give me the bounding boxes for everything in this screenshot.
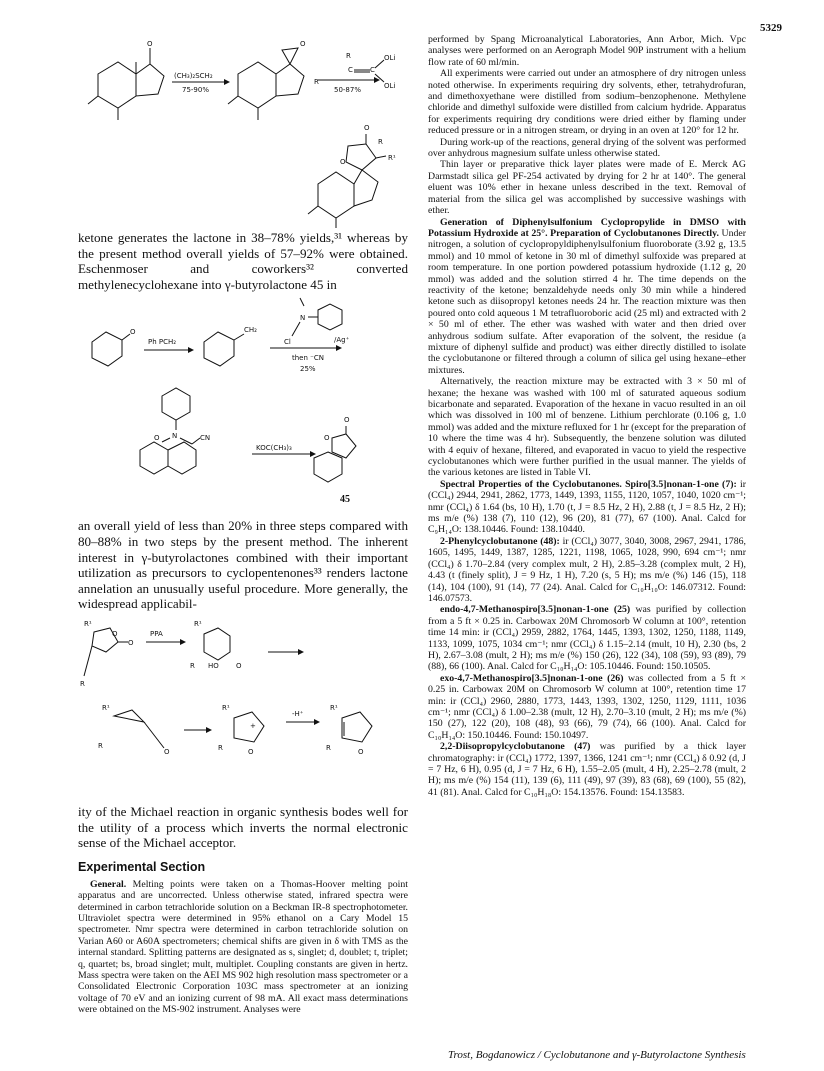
ppa-arrow (146, 630, 186, 645)
paragraph-tlc: Thin layer or preparative thick layer plates were made of E. Merck AG Darmstadt silica gel PF-254 activated by drying for 2 hr at 140°. The general eluent was 10% ether in hexane unless described in the text. Removal of material from the silica gel was accomplished by successive washings with ether. (428, 159, 746, 217)
phenylcyclobutanone-title: 2-Phenylcyclobutanone (48): (440, 535, 560, 547)
arrow1-reagent: (CH₃)₂SCH₂ (174, 72, 213, 80)
ketone-o-label: O (147, 40, 153, 48)
acid-ho: HO (208, 661, 219, 670)
acid-o: O (236, 661, 242, 670)
paragraph-butyrolactone: an overall yield of less than 20% in three steps compared with 80–88% in two steps by the present method. The inherent interest in γ-butyrolactones combined with their important utilization as precursors to cyclopentenones³³ renders lactone annelation an unusually useful procedure. More generally, the widespread applicabil- (78, 518, 408, 612)
left-column (78, 34, 408, 1016)
paragraph-spiro-nonanone (428, 479, 746, 536)
acid-r: R (190, 661, 195, 670)
page-number: 5329 (760, 22, 782, 34)
reagent-r-left: R (314, 78, 319, 86)
general-label: General. (90, 878, 127, 890)
arrow1-yield: 75-90% (182, 86, 209, 94)
reaction-arrow-2 (314, 52, 395, 94)
intermediate-o: O (154, 434, 160, 443)
scheme-eschenmoser (78, 292, 408, 518)
spiro-nonanone-text: ir (CCl₄) 2944, 2941, 2862, 1773, 1449, 1393, 1155, 1120, 1057, 1040, 1020 cm⁻¹; nmr (CCl₄) δ 1.64 (bs, 10 H), 1.70 (t, J = 8.5 Hz, 2 H), 2.88 (t, J = 8.5 Hz, 2 H); ms m/e (%) 138 (7), 110 (12), 96 (20), 81 (77), 67 (100). Anal. Calcd for C₉H₁₄O: 138.10446. Found: 138.10440. (428, 478, 746, 536)
arrow2-yield: 50-87% (334, 86, 361, 94)
cation-r1: R¹ (222, 703, 230, 712)
scheme-cyclopentenone (78, 612, 408, 804)
acylium-structure (98, 704, 212, 756)
lactone-r1-label: R¹ (388, 154, 396, 162)
reagent-n-label: N (300, 314, 306, 323)
start-carbonyl-o: O (128, 638, 134, 647)
acid-r1: R¹ (194, 619, 202, 628)
hydroxy-acid-structure (190, 620, 304, 670)
exo-text: was collected from a 5 ft × 0.25 in. Carbowax 20M on Chromosorb W column at 100°, retention time 17 min: ir (CCl₄) 2960, 2880, 1773, 1443, 1393, 1302, 1250, 1129, 1111, 1036 cm⁻¹; nmr (CCl₄) δ 1.00–2.38 (mult, 12 H), 2.70–3.10 (mult, 2 H); ms m/e (%) 150 (27), 122 (20), 108 (48), 93 (66), 79 (74), 66 (100). Anal. Calcd for C₁₀H₁₄O: 150.10446. Found: 150.10497. (428, 672, 746, 741)
cation-o: O (248, 747, 254, 756)
eschenmoser-reagent-arrow (270, 298, 350, 373)
acylium-r1: R¹ (102, 703, 110, 712)
reagent-c1: C (348, 66, 353, 74)
start-r1: R¹ (84, 619, 92, 628)
methylenecyclohexane-structure (204, 326, 257, 366)
reaction-arrow-1 (172, 72, 230, 94)
paragraph-alternative: Alternatively, the reaction mixture may be extracted with 3 × 50 ml of hexane; the hexane was washed with 100 ml of saturated aqueous sodium bicarbonate and separated. Evaporation of the hexane in vacuo resulted in an oil which was dissolved in 100 ml of benzene. Lithium perchlorate (0.106 g, 1.0 mmol) was added and the mixture refluxed for 1 hr (except for the preparation of 10 where the time was 4 hr). Subsequently, the benzene solution was diluted with 4 equiv of hexane, filtered, and evaporated in vacuo to yield the respective cyclobutanones which were further purified in the usual manner. The yields of the various ketones are listed in Table VI. (428, 376, 746, 479)
generation-text: Under nitrogen, a solution of cyclopropyldiphenylsulfonium fluoroborate (3.92 g, 13.5 mmol) and 10 mmol of ketone in 30 ml of dimethyl sulfoxide was prepared at room temperature. In one portion powdered potassium hydroxide (1.12 g, 20 mmol) was added and the solution stirred 4 hr. The time depends on the reactivity of the ketone; benzaldehyde needs only 30 min while a hindered ketone such as diisopropyl ketones needs 24 hr. The reaction mixture was then poured onto cold aqueous 1 M tetrafluoroboric acid (25 ml) and extracted with 2 × 50 ml of ether. The ether was washed with water and then dried over anhydrous sodium sulfate. After evaporation of the solvent, the residue (a mixture of diphenyl sulfide and product) was either directly distilled to isolate the cyclobutanone or filtered through a column of silica gel using hexane–ether mixtures. (428, 227, 746, 376)
diisopropyl-text: was purified by a thick layer chromatography: ir (CCl₄) 1772, 1397, 1366, 1241 cm⁻¹; nmr (CCl₄) δ 0.92 (d, J = 7 Hz, 6 H), 0.95 (d, J = 7 Hz, 6 H), 1.55–2.05 (mult, 4 H), 2.25–2.78 (mult, 2 H); ms m/e (%) 154 (11), 139 (6), 111 (49), 97 (39), 83 (68), 69 (100), 55 (82), 41 (81). Anal. Calcd for C₁₀H₁₈O: 154.13576. Found: 154.13583. (428, 741, 746, 798)
compound-45-label: 45 (340, 494, 350, 506)
endo-title: endo-4,7-Methanospiro[3.5]nonan-1-one (25) (440, 604, 631, 616)
tbuoxide-arrow (252, 444, 316, 457)
start-ring-o: O (112, 629, 118, 638)
paragraph-analyses: performed by Spang Microanalytical Laboratories, Ann Arbor, Mich. Vpc analyses were performed on an Aerograph Model 90P instrument with a helium flow rate of 60 ml/min. (428, 34, 746, 68)
reagent-ag-label: /Ag⁺ (334, 336, 350, 345)
cyclopentenone-structure (326, 704, 372, 756)
epoxide-o-label: O (300, 40, 306, 48)
koc-reagent: KOC(CH₃)₃ (256, 444, 292, 453)
right-column (428, 34, 746, 798)
spirolactone-structure (308, 124, 396, 228)
cation-plus: + (250, 721, 256, 730)
product-ring-o: O (324, 434, 330, 443)
cyclic-cation-structure (218, 704, 320, 756)
enone-r1: R¹ (330, 703, 338, 712)
reagent-oli-bottom: OLi (384, 82, 396, 90)
deprotonation-label: -H⁺ (292, 709, 304, 718)
section-heading-experimental: Experimental Section (78, 859, 206, 874)
cyclohexanone-structure (92, 328, 136, 366)
lactone-ring-o: O (340, 158, 346, 166)
paragraph-general (78, 879, 408, 1016)
spiro-nonanone-title: Spectral Properties of the Cyclobutanones. Spiro[3.5]nonan-1-one (7): (440, 478, 737, 490)
reagent-c2: C (370, 66, 375, 74)
oxaspiropentane-structure (228, 40, 306, 120)
reagent-cl-label: Cl (284, 338, 291, 347)
reagent-cn-label: then ⁻CN (292, 354, 324, 363)
enone-o: O (358, 747, 364, 756)
paragraph-endo-methanospiro (428, 604, 746, 672)
cation-r: R (218, 743, 223, 752)
paragraph-exo-methanospiro (428, 673, 746, 741)
intermediate-n: N (172, 432, 178, 441)
scheme-steroid-lactone (78, 34, 408, 230)
wittig-reagent: Ph PCH₂ (148, 338, 177, 347)
general-text: Melting points were taken on a Thomas-Hoover melting point apparatus and are uncorrected. Unless otherwise stated, infrared spectra were determined in carbon tetrachloride solution on a Beckman IR-8 spectrophotometer. Ultraviolet spectra were determined in 95% ethanol on a Cary Model 15 spectrometer. Nmr spectra were determined in carbon tetrachloride solution on Varian A60 or A60A spectrometers; chemical shifts are given in δ with TMS as the internal standard. Splitting patterns are designated as s, singlet; d, doublet; t, triplet; q, quartet; bs, broad singlet; mult, multiplet. Coupling constants are given in hertz. Mass spectra were taken on the AEI MS 902 high resolution mass spectrometer or a Consolidated Electronic Corporation 103C mass spectrometer at an ionizing voltage of 70 eV and an ionizing current of 98 mA. All exact mass determinations were obtained on the MS-902 instrument. Analyses were (78, 878, 408, 1016)
hydrindanone-structure (88, 40, 164, 120)
paragraph-lactone-yields: ketone generates the lactone in 38–78% yields,³¹ whereas by the present method overall yields of 57–92% were obtained. Eschenmoser and coworkers³² converted methylenecyclohexane into γ-butyrolactone 45 in (78, 230, 408, 292)
paragraph-drying: During work-up of the reactions, general drying of the solvent was performed over anhydrous magnesium sulfate unless otherwise stated. (428, 136, 746, 160)
paragraph-generation (428, 217, 746, 377)
running-footer: Trost, Bogdanowicz / Cyclobutanone and γ-Butyrolactone Synthesis (448, 1049, 746, 1061)
generation-title: Generation of Diphenylsulfonium Cyclopropylide in DMSO with Potassium Hydroxide at 25°. Preparation of Cyclobutanones Directly. (428, 216, 746, 239)
reagent-yield: 25% (300, 365, 316, 374)
lactone-r-label: R (378, 138, 383, 146)
methylene-ch2: CH₂ (244, 326, 257, 335)
lactone-start-structure (80, 620, 134, 688)
paragraph-phenylcyclobutanone (428, 536, 746, 604)
acylium-r: R (98, 741, 103, 750)
reagent-oli-top: OLi (384, 54, 396, 62)
endo-text: was purified by collection from a 5 ft × 0.25 in. Carbowax 20M Chromosorb W column at 100°, retention time 14 min: ir (CCl₄) 2959, 2882, 1764, 1445, 1393, 1302, 1250, 1188, 1149, 1133, 1099, 1075, 1034 cm⁻¹; nmr (CCl₄) δ 1.15–2.14 (mult, 10 H), 2.30 (bs, 2 H), 2.67–3.08 (mult, 2 H); ms m/e (%) 150 (26), 122 (34), 108 (59), 93 (89), 79 (88), 66 (100). Anal. Calcd for C₁₀H₁₄O: 105.10446. Found: 150.10505. (428, 604, 746, 673)
paragraph-michael: ity of the Michael reaction in organic synthesis bodes well for the utility of a process which inverts the normal electronic sense of the Michael acceptor. (78, 803, 408, 851)
paragraph-diisopropyl (428, 741, 746, 798)
exo-title: exo-4,7-Methanospiro[3.5]nonan-1-one (26) (440, 672, 624, 684)
oxazine-intermediate-structure (140, 388, 210, 474)
product-carbonyl-o: O (344, 416, 350, 425)
ppa-label: PPA (150, 629, 163, 638)
intermediate-cn: CN (200, 434, 211, 443)
lactone-carbonyl-o: O (364, 124, 370, 132)
acylium-o: O (164, 747, 170, 756)
diisopropyl-title: 2,2-Diisopropylcyclobutanone (47) (440, 741, 591, 753)
enone-r: R (326, 743, 331, 752)
cyclohexanone-o: O (130, 328, 136, 337)
butyrolactone-45-structure (314, 416, 356, 505)
wittig-arrow (144, 338, 194, 353)
start-r: R (80, 679, 85, 688)
phenylcyclobutanone-text: ir (CCl₄) 3077, 3040, 3008, 2967, 2941, 1786, 1605, 1495, 1449, 1387, 1285, 1221, 1198, 1065, 1028, 990, 694 cm⁻¹; nmr (CCl₄) δ 1.70–2.84 (very complex mult, 2 H), 2.85–3.28 (complex mult, 2 H), 4.43 (t (finely split), J = 9 Hz, 1 H), 7.20 (s, 5 H); ms m/e (%) 146 (15), 118 (14), 104 (100), 91 (14), 77 (24). Anal. Calcd for C₁₀H₁₀O: 146.07312. Found: 146.07573. (428, 535, 746, 604)
reagent-r-label: R (346, 52, 351, 60)
paragraph-atmosphere: All experiments were carried out under an atmosphere of dry nitrogen unless noted otherwise. In experiments requiring dry solvents, ether, tetrahydrofuran, and dimethoxyethane were distilled from sodium–benzophenone. Methylene chloride and dimethyl sulfoxide were distilled from calcium hydride. Apparatus for experiments requiring dry conditions were dried either by flaming under reduced pressure or in a nitrogen stream, or drying in an oven at 120° for 12 hr. (428, 68, 746, 137)
